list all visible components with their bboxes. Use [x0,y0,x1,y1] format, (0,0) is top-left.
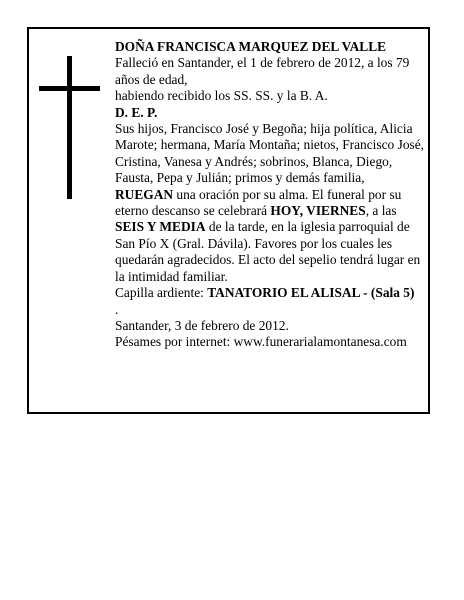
deceased-name: DOÑA FRANCISCA MARQUEZ DEL VALLE [115,39,387,54]
pesames-line: Pésames por internet: www.funerarialamontanesa.com [115,334,407,350]
capilla-label: Capilla ardiente: [115,285,208,301]
obituary-notice [27,27,430,414]
family-text: Sus hijos, Francisco José y Begoña; hija política, Alicia Marote; hermana, María Montaña; nietos, Francisco José, Cristina, Vanesa y Andrés; sobrinos, Blanca, Diego, Fausta, Pepa y Julián; primos y demás familia, [115,121,425,186]
funeral-text-3: de la tarde, en la iglesia parroquial de San Pío X (Gral. Dávila). Favores por los cuales les quedarán agradecidos. El acto del sepelio tendrá lugar en la intimidad familiar. [115,219,421,284]
capilla-line [115,285,425,301]
sacraments-line: habiendo recibido los SS. SS. y la B. A. [115,88,328,104]
family-paragraph [115,121,425,285]
date-line: Santander, 3 de febrero de 2012. [115,317,289,333]
rip-line: D. E. P. [115,104,158,120]
ruegan-text: RUEGAN [115,186,174,202]
funeral-text-1: una oración por su alma. El funeral por su eterno descanso se celebrará [115,186,402,219]
capilla-value: TANATORIO EL ALISAL - (Sala 5) [207,285,415,301]
cross-bar [39,86,100,91]
hoy-text: HOY [270,203,300,219]
cross-icon [67,56,72,199]
funeral-text-2: , a las [365,203,397,219]
death-line: Falleció en Santander, el 1 de febrero de 2012, a los 79 años de edad, [115,55,410,87]
obituary-text [115,39,425,351]
hora-text: SEIS Y MEDIA [115,219,206,235]
comma-text: , [299,203,307,219]
viernes-text: VIERNES [306,203,366,219]
capilla-period: . [115,301,119,317]
